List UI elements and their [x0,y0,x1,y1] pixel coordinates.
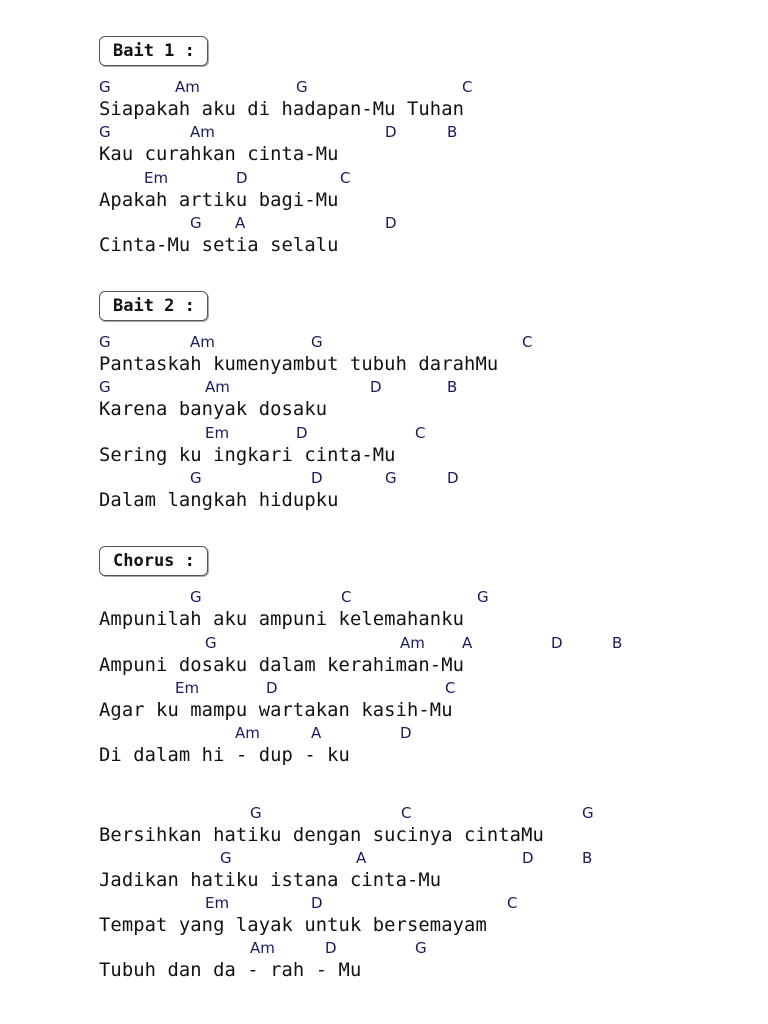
lyric-line-pair [99,333,759,378]
chord-a: A [356,848,367,867]
lyric-text: Cinta-Mu setia selalu [99,234,339,256]
lyric-text: Jadikan hatiku istana cinta-Mu [99,869,442,891]
chord-am: Am [190,123,215,142]
lyric-text: Siapakah aku di hadapan-Mu Tuhan [99,99,465,120]
lyric-line-pair [99,679,759,724]
lyric-text: Pantaskah kumenyambut tubuh darahMu [99,354,499,376]
chord-line [99,804,759,824]
lyric-line-pair [99,804,759,849]
section-bait-2 [99,291,759,514]
chord-line [99,169,759,189]
chord-d: D [370,378,382,397]
chord-g: G [99,123,111,142]
lyric-text: Dalam langkah hidupku [99,490,339,512]
chord-b: B [447,378,458,397]
chord-line [99,424,759,444]
chord-b: B [612,633,623,652]
chord-em: Em [205,423,230,442]
chord-c: C [445,678,456,697]
lyric-line-pair [99,849,759,894]
chord-line [99,588,759,608]
chord-c: C [415,423,426,442]
chord-c: C [401,803,412,822]
lyric-text: Ampuni dosaku dalam kerahiman-Mu [99,654,465,676]
lyric-text: Tubuh dan da - rah - Mu [99,960,362,982]
section-label-bait-2: Bait 2 : [99,291,208,321]
chord-g: G [190,469,202,488]
song-sheet [99,36,759,985]
chord-g: G [477,588,489,607]
chord-c: C [522,333,533,352]
chord-d: D [311,469,323,488]
chord-d: D [296,423,308,442]
chord-b: B [447,123,458,142]
lyric-line-pair [99,469,759,514]
chord-em: Em [144,168,169,187]
chord-g: G [99,378,111,397]
chord-am: Am [235,724,260,743]
chord-d: D [311,894,323,913]
chord-line [99,123,759,143]
chord-line [99,849,759,869]
lyric-text: Ampunilah aku ampuni kelemahanku [99,609,465,631]
lyric-line-pair [99,939,759,984]
chord-line [99,939,759,959]
chord-g: G [190,588,202,607]
lyric-text: Karena banyak dosaku [99,399,328,421]
chord-am: Am [190,333,215,352]
lyric-text: Kau curahkan cinta-Mu [99,144,339,166]
chord-d: D [447,469,459,488]
chord-em: Em [175,678,200,697]
chord-em: Em [205,894,230,913]
lyric-text: Bersihkan hatiku dengan sucinya cintaMu [99,824,544,846]
chord-line [99,894,759,914]
chord-a: A [311,724,322,743]
chord-d: D [236,168,248,187]
section-chorus [99,546,759,769]
lyric-line-pair [99,78,759,123]
chord-g: G [220,848,232,867]
chord-line [99,679,759,699]
chord-a: A [235,213,246,232]
chord-line [99,333,759,353]
chord-g: G [296,78,308,96]
chord-g: G [190,213,202,232]
chord-g: G [311,333,323,352]
chord-line [99,78,759,98]
chord-g: G [415,939,427,958]
section-lines [99,804,759,985]
chord-g: G [99,78,111,96]
chord-am: Am [400,633,425,652]
chord-g: G [385,469,397,488]
lyric-line-pair [99,378,759,423]
chord-g: G [250,803,262,822]
chord-d: D [400,724,412,743]
chord-g: G [205,633,217,652]
lyric-line-pair [99,588,759,633]
chord-g: G [582,803,594,822]
lyric-line-pair [99,634,759,679]
chord-c: C [340,168,351,187]
lyric-line-pair [99,123,759,168]
chord-a: A [462,633,473,652]
lyric-text: Tempat yang layak untuk bersemayam [99,915,487,937]
chord-am: Am [250,939,275,958]
chord-c: C [507,894,518,913]
chord-d: D [385,123,397,142]
chord-line [99,469,759,489]
chord-d: D [522,848,534,867]
chord-c: C [341,588,352,607]
chord-am: Am [175,78,200,96]
lyric-line-pair [99,724,759,769]
lyric-text: Agar ku mampu wartakan kasih-Mu [99,699,453,721]
chord-b: B [582,848,593,867]
lyric-text: Di dalam hi - dup - ku [99,745,350,767]
chord-d: D [325,939,337,958]
section-lines [99,588,759,769]
section-chorus-continued [99,804,759,985]
chord-d: D [266,678,278,697]
section-lines [99,333,759,514]
chord-d: D [385,213,397,232]
lyric-text: Apakah artiku bagi-Mu [99,189,339,211]
chord-am: Am [205,378,230,397]
lyric-line-pair [99,424,759,469]
chord-g: G [99,333,111,352]
chord-line [99,378,759,398]
section-label-chorus: Chorus : [99,546,208,576]
section-lines [99,78,759,259]
chord-line [99,214,759,234]
chord-d: D [551,633,563,652]
lyric-line-pair [99,169,759,214]
chord-line [99,634,759,654]
chord-line [99,724,759,744]
lyric-line-pair [99,894,759,939]
lyric-line-pair [99,214,759,259]
section-label-bait-1: Bait 1 : [99,36,208,66]
chord-c: C [462,78,473,96]
lyric-text: Sering ku ingkari cinta-Mu [99,444,396,466]
section-bait-1 [99,36,759,259]
